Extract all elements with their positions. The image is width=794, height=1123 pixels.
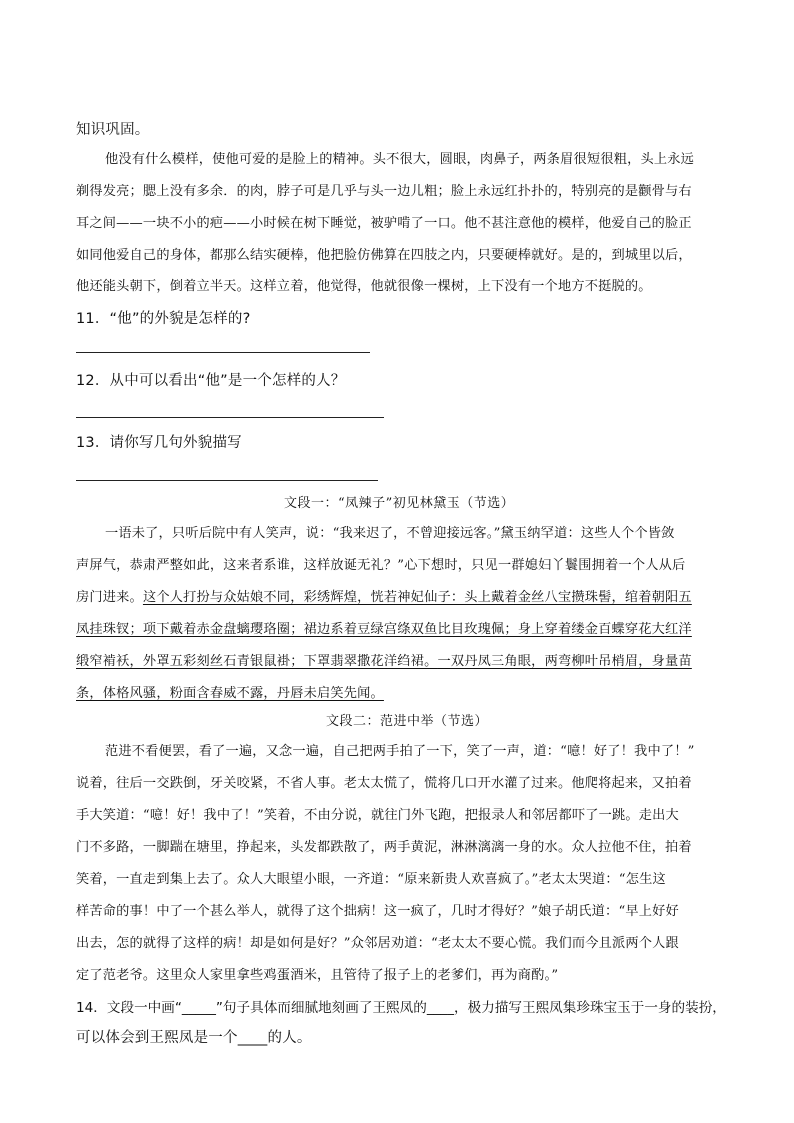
passage-line: 门不多路，一脚踹在塘里，挣起来，头发都跌散了，两手黄泥，淋淋漓漓一身的水。众人拉他不住，拍着: [76, 840, 692, 855]
passage-line: 如同他爱自己的身体，都那么结实硬棒，他把脸仿佛算在四肢之内，只要硬棒就好。是的，到城里以后，: [76, 248, 692, 263]
passage-line-mixed: [76, 588, 692, 608]
passage-line: 他没有什么模样，使他可爱的是脸上的精神。头不很大，圆眼，肉鼻子，两条眉很短很粗，头上永远: [105, 152, 695, 167]
passage-line: 他还能头朝下，倒着立半天。这样立着，他觉得，他就很像一棵树，上下没有一个地方不挺脱的。: [76, 279, 652, 294]
question-13: 13．请你写几句外貌描写: [76, 435, 242, 451]
passage-line-mixed: [76, 652, 692, 672]
intro-heading: 知识巩固。: [76, 122, 150, 138]
question-14: 14．文段一中画“_____”句子具体而细腻地刻画了王熙凤的____，极力描写王熙凤集珍珠宝玉于一身的装扮，: [76, 1000, 726, 1016]
passage-line: 定了范老爷。这里众人家里拿些鸡蛋酒米，且管待了报子上的老爹们，再为商酌。”: [76, 968, 559, 983]
passage-line: 耳之间——一块不小的疤——小时候在树下睡觉，被驴啃了一口。他不甚注意他的模样，他爱自己的脸正: [76, 216, 692, 231]
question-14-cont: 可以体会到王熙凤是一个____的人。: [76, 1030, 312, 1046]
underlined-sentence: 条，体格风骚，粉面含春威不露，丹唇未启笑先闻。: [76, 686, 384, 701]
passage-line: 剃得发亮；腮上没有多余．的肉，脖子可是几乎与头一边儿粗；脸上永远红扑扑的，特别亮的是颧骨与右: [76, 184, 692, 199]
underlined-sentence: 一双丹凤三角眼，两弯柳叶吊梢眉，身量苗: [437, 654, 692, 669]
passage-1-title: 文段一：“凤辣子”初见林黛玉（节选）: [284, 496, 515, 511]
passage-line: 范进不看便罢，看了一遍，又念一遍，自己把两手拍了一下，笑了一声，道：“噫！好了！我中了！”: [105, 744, 695, 759]
underlined-sentence: 缎窄褃袄，外罩五彩刻丝石青银鼠褂；下罩翡翠撒花洋绉裙。: [76, 654, 438, 669]
passage-line: 样苦命的事！中了一个甚么举人，就得了这个拙病！这一疯了，几时才得好？”娘子胡氏道：“早上好好: [76, 904, 679, 919]
underlined-sentence: 凤挂珠钗；项下戴着赤金盘螭璎珞圈；裙边系着豆绿宫绦双鱼比目玫瑰佩；身上穿着缕金百蝶穿花大红洋: [76, 622, 692, 637]
passage-text: 房门进来。: [76, 590, 143, 605]
underlined-sentence: 这个人打扮与众姑娘不同，彩绣辉煌，恍若神妃仙子：头上戴着金丝八宝攒珠髻，绾着朝阳五: [142, 590, 692, 605]
passage-line: 一语未了，只听后院中有人笑声，说：“我来迟了，不曾迎接远客。”黛玉纳罕道：这些人个个皆敛: [105, 526, 675, 541]
passage-line: 手大笑道：“噫！好！我中了！”笑着，不由分说，就往门外飞跑，把报录人和邻居都吓了一跳。走出大: [76, 808, 679, 823]
question-12: 12．从中可以看出“他”是一个怎样的人？: [76, 373, 346, 389]
answer-line-13[interactable]: [76, 480, 378, 481]
passage-line: 说着，往后一交跌倒，牙关咬紧，不省人事。老太太慌了，慌将几口开水灌了过来。他爬将起来，又拍着: [76, 776, 692, 791]
passage-line: 出去，怎的就得了这样的病！却是如何是好？”众邻居劝道：“老太太不要心慌。我们而今且派两个人跟: [76, 936, 679, 951]
question-11: 11．“他”的外貌是怎样的?: [76, 311, 251, 327]
passage-line: 声屏气，恭肃严整如此，这来者系谁，这样放诞无礼？”心下想时，只见一群媳妇丫鬟围拥着一个人从后: [76, 558, 686, 573]
passage-2-title: 文段二：范进中举（节选）: [326, 714, 489, 729]
answer-line-12[interactable]: [76, 417, 384, 418]
passage-line: 笑着，一直走到集上去了。众人大眼望小眼，一齐道：“原来新贵人欢喜疯了。”老太太哭道：“怎生这: [76, 872, 666, 887]
answer-line-11[interactable]: [76, 352, 370, 353]
